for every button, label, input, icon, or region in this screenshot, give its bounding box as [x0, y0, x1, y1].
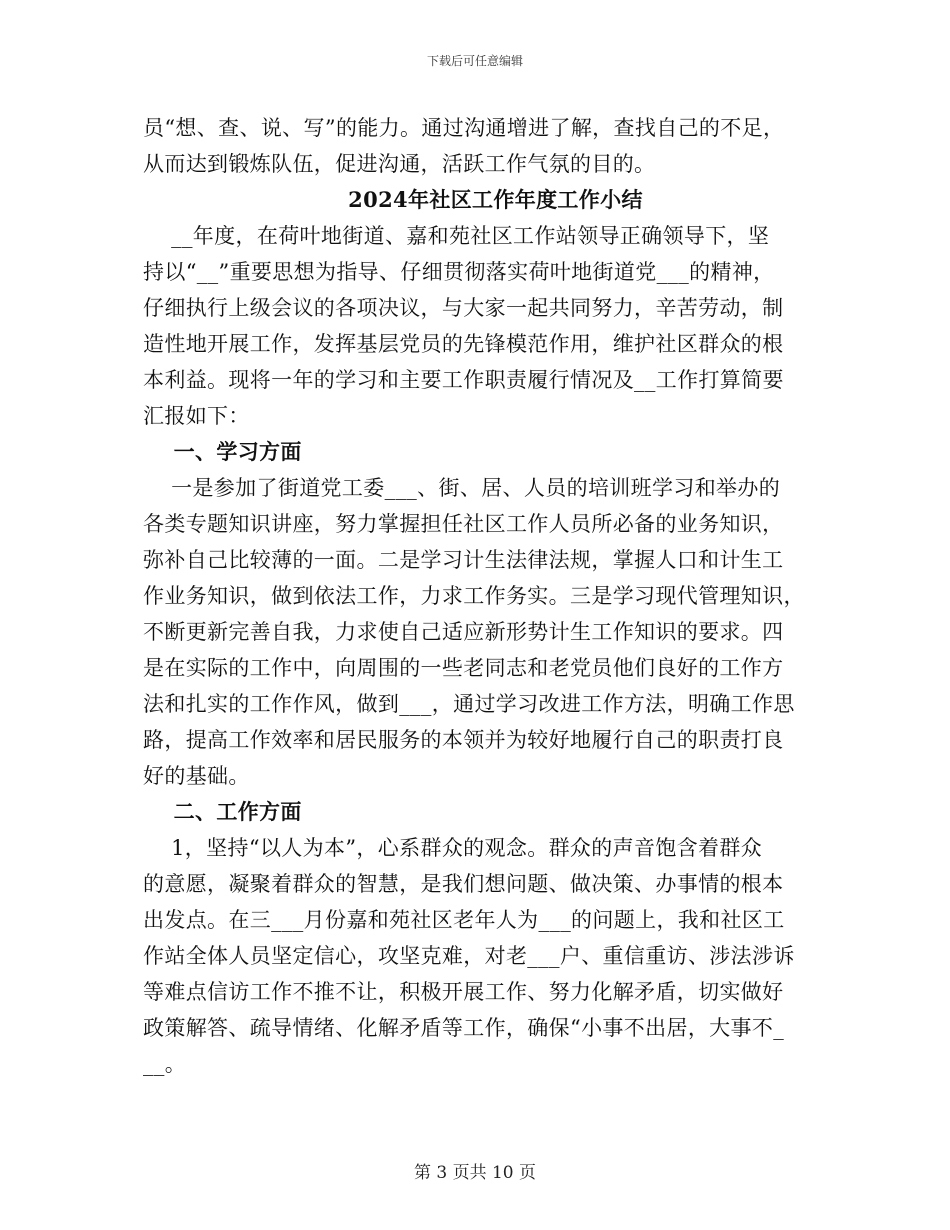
- body-line: 路，提高工作效率和居民服务的本领并为较好地履行自己的职责打良: [143, 728, 784, 752]
- document-title: 2024年社区工作年度工作小结: [348, 187, 643, 212]
- body-line: __。: [143, 1052, 187, 1076]
- body-line: 的意愿，凝聚着群众的智慧，是我们想问题、做决策、办事情的根本: [143, 872, 784, 896]
- body-line: 从而达到锻炼队伍，促进沟通，活跃工作气氛的目的。: [143, 152, 656, 176]
- body-line: 持以“__”重要思想为指导、仔细贯彻落实荷叶地街道党___的精神，: [143, 260, 775, 284]
- body-line: 一是参加了街道党工委___、街、居、人员的培训班学习和举办的: [143, 476, 781, 500]
- body-line: 出发点。在三___月份嘉和苑社区老年人为___的问题上，我和社区工: [143, 908, 785, 932]
- body-line: 各类专题知识讲座，努力掌握担任社区工作人员所必备的业务知识，: [143, 512, 784, 536]
- body-line: 仔细执行上级会议的各项决议，与大家一起共同努力，辛苦劳动，制: [143, 296, 784, 320]
- body-line: 作业务知识，做到依法工作，力求工作务实。三是学习现代管理知识，: [143, 584, 805, 608]
- body-line: 等难点信访工作不推不让，积极开展工作、努力化解矛盾，切实做好: [143, 980, 784, 1004]
- body-line: 弥补自己比较薄的一面。二是学习计生法律法规，掌握人口和计生工: [143, 548, 784, 572]
- body-line: 不断更新完善自我，力求使自己适应新形势计生工作知识的要求。四: [143, 620, 784, 644]
- body-line: 法和扎实的工作作风，做到___，通过学习改进工作方法，明确工作思: [143, 692, 795, 716]
- page-footer: 第 3 页共 10 页: [413, 1163, 537, 1183]
- body-line: 好的基础。: [143, 764, 250, 788]
- body-line: 本利益。现将一年的学习和主要工作职责履行情况及__工作打算简要: [143, 368, 784, 392]
- body-line: 作站全体人员坚定信心，攻坚克难，对老___户、重信重访、涉法涉诉: [143, 944, 795, 968]
- body-line: 汇报如下：: [143, 404, 250, 428]
- section-heading-work: 二、工作方面: [143, 799, 302, 824]
- body-line: 政策解答、疏导情绪、化解矛盾等工作，确保“小事不出居，大事不_: [143, 1016, 785, 1040]
- body-line: 是在实际的工作中，向周围的一些老同志和老党员他们良好的工作方: [143, 656, 784, 680]
- section-heading-study: 一、学习方面: [143, 439, 302, 464]
- document-body: [143, 110, 808, 1082]
- body-line: 1，坚持“以人为本”，心系群众的观念。群众的声音饱含着群众: [143, 836, 763, 860]
- page-header: 下载后可任意编辑: [426, 54, 523, 68]
- body-line: 造性地开展工作，发挥基层党员的先锋模范作用，维护社区群众的根: [143, 332, 784, 356]
- body-line: 员“想、查、说、写”的能力。通过沟通增进了解，查找自己的不足，: [143, 116, 785, 140]
- body-line: __年度，在荷叶地街道、嘉和苑社区工作站领导正确领导下，坚: [143, 224, 770, 248]
